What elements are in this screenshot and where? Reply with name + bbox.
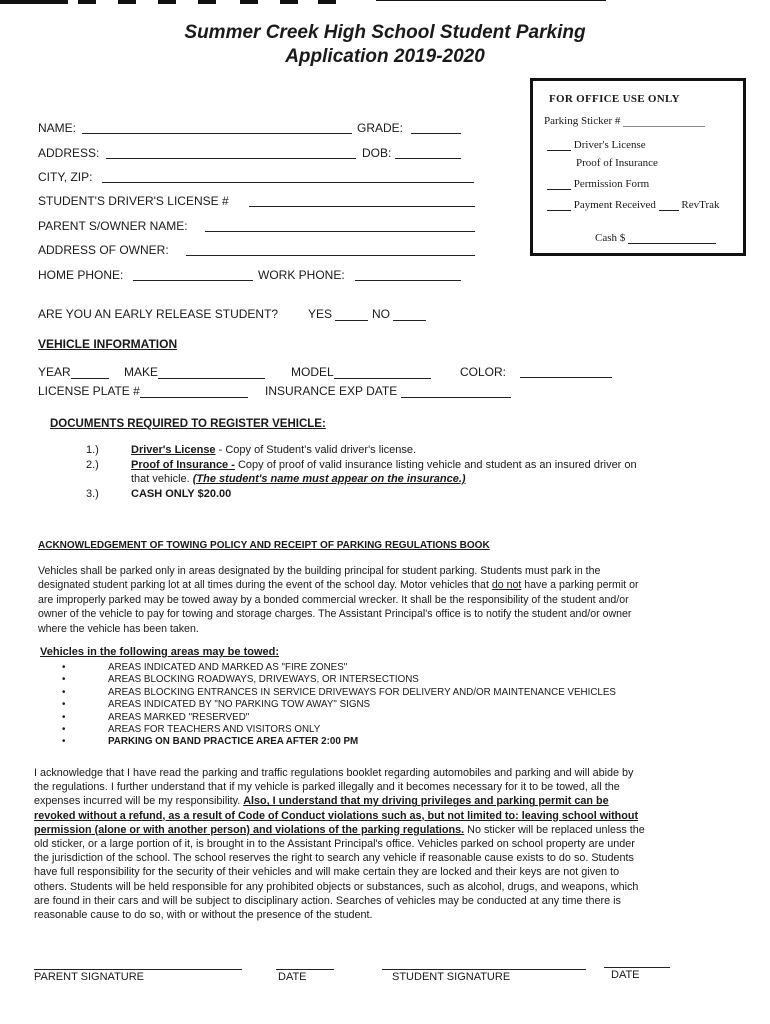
early-release-yes[interactable]: YES: [308, 307, 368, 321]
office-proof-insurance: Proof of Insurance: [576, 157, 658, 169]
towing-heading: ACKNOWLEDGEMENT OF TOWING POLICY AND RECEIPT OF PARKING REGULATIONS BOOK: [38, 540, 490, 551]
home-phone-label: HOME PHONE:: [38, 268, 124, 282]
list-item: • AREAS BLOCKING ENTRANCES IN SERVICE DRIVEWAYS FOR DELIVERY AND/OR MAINTENANCE VEHICLES: [62, 686, 616, 698]
list-item: • AREAS MARKED "RESERVED": [62, 711, 250, 723]
scan-bar: [376, 0, 606, 1]
scan-bar: [280, 0, 298, 4]
owner-address-label: ADDRESS OF OWNER:: [38, 243, 169, 257]
office-permission: Permission Form: [547, 178, 649, 190]
parent-label: PARENT S/OWNER NAME:: [38, 219, 188, 233]
page-subtitle: Application 2019-2020: [285, 46, 485, 67]
dob-label: DOB:: [362, 146, 392, 160]
list-item: • AREAS INDICATED BY "NO PARKING TOW AWAY" SIGNS: [62, 699, 371, 711]
early-release-label: ARE YOU AN EARLY RELEASE STUDENT?: [38, 307, 279, 321]
doc-number-2: 2.): [86, 459, 99, 471]
grade-label: GRADE:: [357, 121, 404, 135]
owner-address-field[interactable]: [186, 255, 475, 256]
year-field[interactable]: YEAR: [38, 365, 109, 379]
list-item: • PARKING ON BAND PRACTICE AREA AFTER 2:00 PM: [62, 736, 359, 748]
doc-3: CASH ONLY $20.00: [131, 488, 232, 500]
insurance-exp-field[interactable]: INSURANCE EXP DATE: [265, 384, 511, 398]
work-phone-label: WORK PHONE:: [258, 268, 345, 282]
license-label: STUDENT'S DRIVER'S LICENSE #: [38, 194, 229, 208]
name-field[interactable]: [82, 133, 352, 134]
towing-paragraph: Vehicles shall be parked only in areas designated by the building principal for student parking. Students must park in the designated student parking lot at all times during the event of the school day. Motor vehicles that do not have a parking permit or are improperly parked may be towed away by a bonded commercial wrecker. It shall be the responsibility of the student and/or owner of the vehicle to pay for towing and storage charges. The Assistant Principal's office is to notify the student and/or owner where the vehicle has been taken.: [38, 565, 639, 635]
scan-bar: [0, 0, 68, 4]
color-field[interactable]: [520, 377, 612, 378]
student-signature-line[interactable]: [382, 969, 586, 970]
scan-bar: [198, 0, 216, 4]
acknowledgement-paragraph: I acknowledge that I have read the parking and traffic regulations booklet regarding automobiles and parking and will abide by the regulations. I further understand that if my vehicle is parked illegally and it becomes necessary for it to be towed, all the expenses incurred will be my responsibility. Also, I understand that my driving privileges and parking permit can be revoked without a refund, as a result of Code of Conduct violations such as, but not limited to: leaving school without permission (alone or with another person) and violations of the parking regulations. No sticker will be replaced unless the old sticker, or a large portion of it, is brought in to the Assistant Principal's office. Vehicles parked on school property are under the jurisdiction of the school. The school reserves the right to search any vehicle if reasonable cause exists to do so. Students have full responsibility for the security of their vehicles and will make certain they are locked and their keys are not given to others. Students will be held responsible for any prohibited objects or substances, such as alcohol, drugs, and weapons, which are found in their cars and will be subject to disciplinary action. Searches of vehicles may be conducted at any time there is reasonable cause to do so, with or without the presence of the student.: [34, 767, 645, 922]
office-cash: Cash $: [595, 232, 716, 244]
doc-2: Proof of Insurance - Copy of proof of valid insurance listing vehicle and student as an insured driver on: [131, 459, 637, 471]
date2-label: DATE: [611, 969, 640, 981]
dob-field[interactable]: [395, 158, 461, 159]
doc-1: Driver's License - Copy of Student's valid driver's license.: [131, 444, 417, 456]
office-sticker: Parking Sticker #: [544, 115, 705, 127]
office-drivers-license: Driver's License: [547, 139, 646, 151]
page-title: Summer Creek High School Student Parking: [184, 22, 586, 43]
student-signature-label: STUDENT SIGNATURE: [392, 971, 511, 983]
city-zip-field[interactable]: [102, 182, 474, 183]
towing-areas-list: [62, 662, 616, 749]
scan-bar: [240, 0, 258, 4]
grade-field[interactable]: [411, 133, 461, 134]
date2-line[interactable]: [604, 967, 670, 968]
date1-line[interactable]: [276, 969, 334, 970]
office-use-box: [530, 78, 746, 256]
scan-bar: [118, 0, 136, 4]
doc-number-1: 1.): [86, 444, 99, 456]
parent-signature-label: PARENT SIGNATURE: [34, 971, 145, 983]
list-item: • AREAS BLOCKING ROADWAYS, DRIVEWAYS, OR INTERSECTIONS: [62, 674, 419, 686]
parent-field[interactable]: [205, 231, 475, 232]
towing-areas-heading: Vehicles in the following areas may be towed:: [40, 646, 280, 658]
scan-bar: [78, 0, 96, 4]
doc-number-3: 3.): [86, 488, 99, 500]
office-payment: Payment Received RevTrak: [547, 199, 720, 211]
make-field[interactable]: MAKE: [124, 365, 265, 379]
address-field[interactable]: [106, 158, 356, 159]
address-label: ADDRESS:: [38, 146, 100, 160]
work-phone-field[interactable]: [355, 280, 461, 281]
doc-2-cont: that vehicle. (The student's name must appear on the insurance.): [131, 473, 466, 485]
list-item: • AREAS INDICATED AND MARKED AS "FIRE ZONES": [62, 662, 348, 673]
date1-label: DATE: [278, 971, 307, 983]
list-item: • AREAS FOR TEACHERS AND VISITORS ONLY: [62, 724, 321, 736]
scan-bar: [318, 0, 336, 4]
docs-heading: DOCUMENTS REQUIRED TO REGISTER VEHICLE:: [50, 418, 326, 430]
license-field[interactable]: [249, 206, 475, 207]
office-heading: FOR OFFICE USE ONLY: [549, 93, 680, 105]
model-field[interactable]: MODEL: [291, 365, 431, 379]
city-zip-label: CITY, ZIP:: [38, 170, 93, 184]
home-phone-field[interactable]: [133, 280, 253, 281]
color-label: COLOR:: [460, 365, 507, 379]
scan-bar: [158, 0, 176, 4]
parent-signature-line[interactable]: [34, 969, 242, 970]
early-release-no[interactable]: NO: [372, 307, 426, 321]
vehicle-heading: VEHICLE INFORMATION: [38, 337, 178, 351]
name-label: NAME:: [38, 121, 77, 135]
plate-field[interactable]: LICENSE PLATE #: [38, 384, 248, 398]
